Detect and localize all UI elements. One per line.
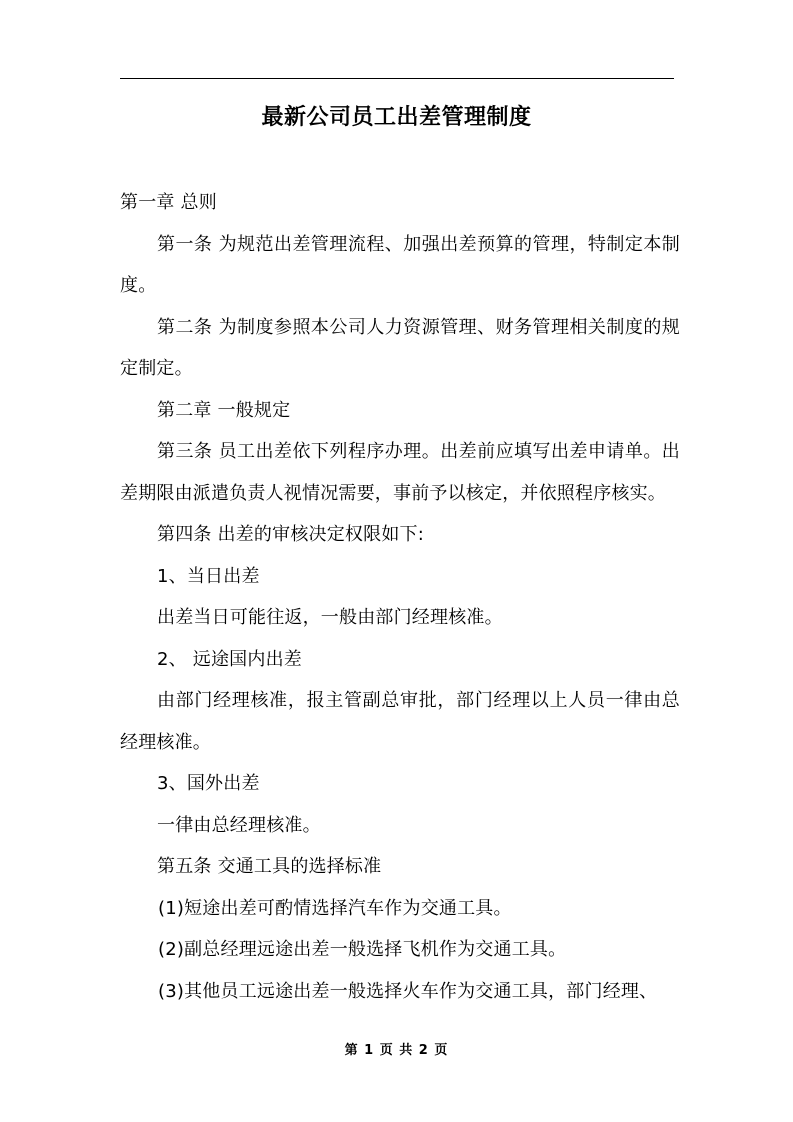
list-item: (2)副总经理远途出差一般选择飞机作为交通工具。 <box>158 939 567 960</box>
chapter-heading: 第二章 一般规定 <box>157 399 291 421</box>
page-footer <box>0 1041 793 1061</box>
chapter-heading: 第一章 总则 <box>120 192 217 213</box>
page-label-mid: 页 共 <box>379 1043 414 1058</box>
article-paragraph: 第二条 为制度参照本公司人力资源管理、财务管理相关制度的规定制定。 <box>120 316 680 379</box>
list-item: 3、国外出差 <box>157 773 260 794</box>
current-page-number: 1 <box>364 1043 375 1058</box>
total-pages-number: 2 <box>418 1043 429 1058</box>
page-label-suffix: 页 <box>434 1043 449 1058</box>
article-paragraph: 第三条 员工出差依下列程序办理。出差前应填写出差申请单。出差期限由派遣负责人视情况需要，事前予以核定，并依照程序核实。 <box>120 441 680 504</box>
list-item: 2、 远途国内出差 <box>157 648 302 670</box>
document-title: 最新公司员工出差管理制度 <box>261 105 532 130</box>
list-item-detail: 由部门经理核准，报主管副总审批，部门经理以上人员一律由总经理核准。 <box>120 690 680 753</box>
article-paragraph: 第一条 为规范出差管理流程、加强出差预算的管理，特制定本制度。 <box>120 233 680 296</box>
list-item: (1)短途出差可酌情选择汽车作为交通工具。 <box>158 897 512 919</box>
header-rule <box>120 78 674 79</box>
list-item-detail: 一律由总经理核准。 <box>157 814 321 836</box>
list-item: (3)其他员工远途出差一般选择火车作为交通工具，部门经理、 <box>158 980 658 1002</box>
article-paragraph: 第五条 交通工具的选择标准 <box>157 856 382 877</box>
article-paragraph: 第四条 出差的审核决定权限如下: <box>157 524 424 545</box>
document-body <box>120 182 680 1012</box>
list-item: 1、当日出差 <box>157 565 260 587</box>
page-label-prefix: 第 <box>344 1043 359 1058</box>
list-item-detail: 出差当日可能往返，一般由部门经理核准。 <box>157 607 503 628</box>
